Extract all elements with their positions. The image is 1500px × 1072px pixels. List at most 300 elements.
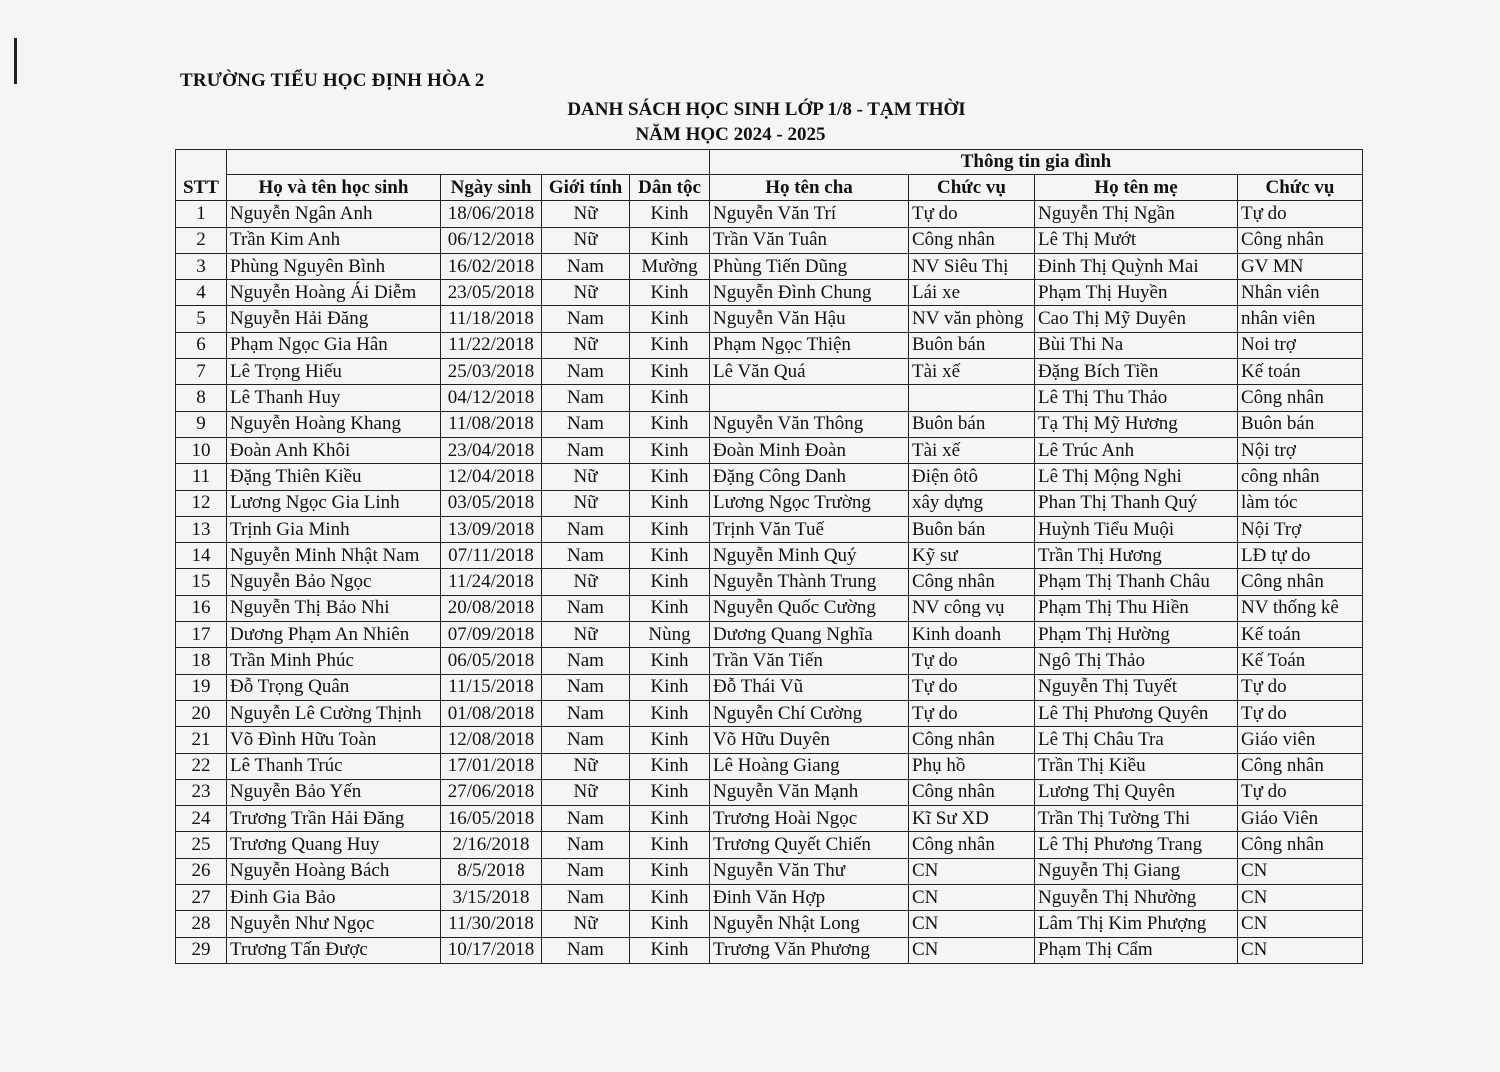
table-row — [176, 306, 1363, 332]
cell-gender: Nam — [542, 359, 630, 385]
cell-mother-job: LĐ tự do — [1238, 543, 1363, 569]
cell-mother-name: Phạm Thị Thu Hiền — [1035, 595, 1238, 621]
cell-dob: 03/05/2018 — [441, 490, 542, 516]
cell-father-name: Nguyễn Minh Quý — [710, 543, 909, 569]
cell-ethnicity: Kinh — [630, 411, 710, 437]
cell-mother-job: Công nhân — [1238, 385, 1363, 411]
cell-mother-name: Nguyễn Thị Giang — [1035, 858, 1238, 884]
cell-mother-name: Trần Thị Kiều — [1035, 753, 1238, 779]
cell-ethnicity: Kinh — [630, 674, 710, 700]
cell-father-job: NV văn phòng — [909, 306, 1035, 332]
cell-father-job — [909, 385, 1035, 411]
table-row — [176, 648, 1363, 674]
cell-mother-job: Kế toán — [1238, 622, 1363, 648]
cell-stt: 29 — [176, 937, 227, 963]
cell-gender: Nam — [542, 595, 630, 621]
cell-stt: 11 — [176, 464, 227, 490]
cell-stt: 9 — [176, 411, 227, 437]
cell-dob: 07/11/2018 — [441, 543, 542, 569]
cell-student-name: Trịnh Gia Minh — [227, 516, 441, 542]
cell-mother-job: Kế toán — [1238, 359, 1363, 385]
cell-ethnicity: Kinh — [630, 359, 710, 385]
cell-student-name: Nguyễn Bảo Ngọc — [227, 569, 441, 595]
col-header-dob: Ngày sinh — [441, 175, 542, 201]
cell-dob: 12/04/2018 — [441, 464, 542, 490]
cell-mother-name: Ngô Thị Thảo — [1035, 648, 1238, 674]
cell-ethnicity: Kinh — [630, 806, 710, 832]
cell-gender: Nam — [542, 648, 630, 674]
cell-father-job: Tự do — [909, 648, 1035, 674]
cell-dob: 16/05/2018 — [441, 806, 542, 832]
cell-mother-name: Trần Thị Hương — [1035, 543, 1238, 569]
cell-mother-job: CN — [1238, 885, 1363, 911]
table-row — [176, 253, 1363, 279]
cell-mother-name: Đặng Bích Tiền — [1035, 359, 1238, 385]
cell-dob: 06/12/2018 — [441, 227, 542, 253]
cell-dob: 2/16/2018 — [441, 832, 542, 858]
cell-ethnicity: Kinh — [630, 332, 710, 358]
cell-student-name: Trương Trần Hải Đăng — [227, 806, 441, 832]
cell-father-job: Buôn bán — [909, 516, 1035, 542]
cell-father-job: CN — [909, 937, 1035, 963]
cell-student-name: Nguyễn Hoàng Ái Diễm — [227, 280, 441, 306]
scan-edge-mark — [14, 38, 17, 84]
table-row — [176, 753, 1363, 779]
cell-mother-name: Bùi Thi Na — [1035, 332, 1238, 358]
cell-student-name: Nguyễn Hoàng Khang — [227, 411, 441, 437]
cell-mother-job: công nhân — [1238, 464, 1363, 490]
cell-father-job: Tài xế — [909, 359, 1035, 385]
cell-stt: 17 — [176, 622, 227, 648]
cell-ethnicity: Kinh — [630, 911, 710, 937]
cell-dob: 23/04/2018 — [441, 437, 542, 463]
cell-stt: 1 — [176, 201, 227, 227]
header-blank-cell — [227, 150, 710, 175]
cell-father-name: Lê Văn Quá — [710, 359, 909, 385]
cell-mother-job: Giáo viên — [1238, 727, 1363, 753]
cell-ethnicity: Kinh — [630, 727, 710, 753]
cell-ethnicity: Kinh — [630, 227, 710, 253]
cell-dob: 11/24/2018 — [441, 569, 542, 595]
table-row — [176, 779, 1363, 805]
cell-father-name: Nguyễn Thành Trung — [710, 569, 909, 595]
cell-father-job: Công nhân — [909, 227, 1035, 253]
table-row — [176, 595, 1363, 621]
cell-gender: Nữ — [542, 569, 630, 595]
cell-father-job: CN — [909, 885, 1035, 911]
cell-student-name: Nguyễn Bảo Yến — [227, 779, 441, 805]
cell-dob: 17/01/2018 — [441, 753, 542, 779]
cell-mother-job: Công nhân — [1238, 227, 1363, 253]
cell-gender: Nữ — [542, 779, 630, 805]
cell-gender: Nữ — [542, 490, 630, 516]
cell-ethnicity: Kinh — [630, 543, 710, 569]
cell-stt: 26 — [176, 858, 227, 884]
cell-ethnicity: Nùng — [630, 622, 710, 648]
table-row — [176, 858, 1363, 884]
cell-father-name: Lê Hoàng Giang — [710, 753, 909, 779]
cell-dob: 04/12/2018 — [441, 385, 542, 411]
cell-ethnicity: Kinh — [630, 490, 710, 516]
cell-dob: 01/08/2018 — [441, 700, 542, 726]
cell-mother-job: Nội trợ — [1238, 437, 1363, 463]
cell-gender: Nam — [542, 306, 630, 332]
cell-dob: 11/15/2018 — [441, 674, 542, 700]
cell-father-name: Nguyễn Văn Trí — [710, 201, 909, 227]
cell-mother-name: Nguyễn Thị Ngần — [1035, 201, 1238, 227]
cell-mother-name: Lê Thị Mướt — [1035, 227, 1238, 253]
cell-gender: Nữ — [542, 227, 630, 253]
cell-dob: 10/17/2018 — [441, 937, 542, 963]
cell-mother-name: Phạm Thị Thanh Châu — [1035, 569, 1238, 595]
cell-ethnicity: Kinh — [630, 516, 710, 542]
cell-father-name: Nguyễn Văn Thông — [710, 411, 909, 437]
cell-dob: 11/18/2018 — [441, 306, 542, 332]
cell-stt: 23 — [176, 779, 227, 805]
cell-stt: 28 — [176, 911, 227, 937]
cell-stt: 4 — [176, 280, 227, 306]
col-header-stt: STT — [176, 150, 227, 201]
cell-mother-job: Tự do — [1238, 779, 1363, 805]
cell-mother-job: Công nhân — [1238, 569, 1363, 595]
cell-stt: 25 — [176, 832, 227, 858]
cell-father-name: Nguyễn Văn Hậu — [710, 306, 909, 332]
cell-father-name: Trương Hoài Ngọc — [710, 806, 909, 832]
cell-gender: Nữ — [542, 753, 630, 779]
cell-gender: Nữ — [542, 280, 630, 306]
cell-father-name: Trương Quyết Chiến — [710, 832, 909, 858]
cell-dob: 11/30/2018 — [441, 911, 542, 937]
table-row — [176, 332, 1363, 358]
cell-father-job: Lái xe — [909, 280, 1035, 306]
table-row — [176, 385, 1363, 411]
cell-father-job: xây dựng — [909, 490, 1035, 516]
cell-dob: 27/06/2018 — [441, 779, 542, 805]
cell-father-job: Tài xế — [909, 437, 1035, 463]
cell-father-job: Công nhân — [909, 779, 1035, 805]
cell-student-name: Nguyễn Như Ngọc — [227, 911, 441, 937]
cell-father-name: Nguyễn Đình Chung — [710, 280, 909, 306]
cell-mother-job: nhân viên — [1238, 306, 1363, 332]
cell-student-name: Đặng Thiên Kiều — [227, 464, 441, 490]
cell-dob: 13/09/2018 — [441, 516, 542, 542]
cell-student-name: Đoàn Anh Khôi — [227, 437, 441, 463]
cell-father-job: NV Siêu Thị — [909, 253, 1035, 279]
cell-student-name: Võ Đình Hữu Toàn — [227, 727, 441, 753]
cell-dob: 3/15/2018 — [441, 885, 542, 911]
cell-father-name: Trần Văn Tiến — [710, 648, 909, 674]
cell-student-name: Đinh Gia Bảo — [227, 885, 441, 911]
cell-ethnicity: Mường — [630, 253, 710, 279]
cell-ethnicity: Kinh — [630, 464, 710, 490]
cell-gender: Nam — [542, 806, 630, 832]
cell-stt: 18 — [176, 648, 227, 674]
cell-gender: Nữ — [542, 332, 630, 358]
cell-stt: 20 — [176, 700, 227, 726]
cell-mother-name: Phan Thị Thanh Quý — [1035, 490, 1238, 516]
cell-mother-job: làm tóc — [1238, 490, 1363, 516]
cell-gender: Nam — [542, 674, 630, 700]
cell-father-name: Đặng Công Danh — [710, 464, 909, 490]
cell-mother-name: Tạ Thị Mỹ Hương — [1035, 411, 1238, 437]
table-row — [176, 516, 1363, 542]
cell-mother-name: Phạm Thị Huyền — [1035, 280, 1238, 306]
cell-mother-name: Huỳnh Tiểu Muội — [1035, 516, 1238, 542]
cell-dob: 11/08/2018 — [441, 411, 542, 437]
cell-ethnicity: Kinh — [630, 885, 710, 911]
header-row-top — [176, 150, 1363, 175]
cell-father-name: Nguyễn Quốc Cường — [710, 595, 909, 621]
cell-dob: 06/05/2018 — [441, 648, 542, 674]
col-header-father-job: Chức vụ — [909, 175, 1035, 201]
school-year: NĂM HỌC 2024 - 2025 — [635, 124, 826, 145]
cell-mother-job: Công nhân — [1238, 832, 1363, 858]
cell-mother-name: Phạm Thị Hường — [1035, 622, 1238, 648]
table-row — [176, 569, 1363, 595]
cell-mother-job: CN — [1238, 858, 1363, 884]
table-row — [176, 885, 1363, 911]
cell-father-job: Buôn bán — [909, 332, 1035, 358]
cell-gender: Nam — [542, 937, 630, 963]
cell-student-name: Trần Kim Anh — [227, 227, 441, 253]
col-header-ethnicity: Dân tộc — [630, 175, 710, 201]
cell-mother-job: Nội Trợ — [1238, 516, 1363, 542]
cell-mother-name: Phạm Thị Cẩm — [1035, 937, 1238, 963]
cell-stt: 19 — [176, 674, 227, 700]
cell-father-name: Trương Văn Phương — [710, 937, 909, 963]
table-row — [176, 806, 1363, 832]
cell-mother-job: GV MN — [1238, 253, 1363, 279]
cell-gender: Nam — [542, 885, 630, 911]
cell-dob: 20/08/2018 — [441, 595, 542, 621]
cell-ethnicity: Kinh — [630, 753, 710, 779]
table-row — [176, 359, 1363, 385]
cell-ethnicity: Kinh — [630, 201, 710, 227]
header-row-bottom — [176, 175, 1363, 201]
cell-mother-job: Buôn bán — [1238, 411, 1363, 437]
cell-stt: 8 — [176, 385, 227, 411]
cell-mother-job: Kế Toán — [1238, 648, 1363, 674]
cell-gender: Nam — [542, 385, 630, 411]
cell-ethnicity: Kinh — [630, 779, 710, 805]
cell-ethnicity: Kinh — [630, 306, 710, 332]
cell-ethnicity: Kinh — [630, 280, 710, 306]
cell-student-name: Lê Trọng Hiếu — [227, 359, 441, 385]
table-row — [176, 543, 1363, 569]
cell-gender: Nữ — [542, 201, 630, 227]
cell-gender: Nam — [542, 700, 630, 726]
cell-mother-name: Lê Thị Châu Tra — [1035, 727, 1238, 753]
cell-ethnicity: Kinh — [630, 569, 710, 595]
cell-stt: 16 — [176, 595, 227, 621]
school-name: TRƯỜNG TIỂU HỌC ĐỊNH HÒA 2 — [180, 70, 485, 91]
cell-mother-job: CN — [1238, 911, 1363, 937]
cell-gender: Nam — [542, 516, 630, 542]
document-title: DANH SÁCH HỌC SINH LỚP 1/8 - TẠM THỜI — [567, 99, 966, 120]
cell-dob: 11/22/2018 — [441, 332, 542, 358]
cell-student-name: Trần Minh Phúc — [227, 648, 441, 674]
cell-dob: 07/09/2018 — [441, 622, 542, 648]
table-row — [176, 832, 1363, 858]
table-row — [176, 227, 1363, 253]
cell-gender: Nam — [542, 543, 630, 569]
col-header-family-info: Thông tin gia đình — [710, 150, 1363, 175]
cell-ethnicity: Kinh — [630, 832, 710, 858]
cell-mother-name: Lâm Thị Kim Phượng — [1035, 911, 1238, 937]
cell-stt: 24 — [176, 806, 227, 832]
cell-mother-name: Lê Thị Phương Quyên — [1035, 700, 1238, 726]
student-roster-table — [175, 149, 1363, 964]
cell-mother-job: Noi trợ — [1238, 332, 1363, 358]
cell-father-job: Công nhân — [909, 569, 1035, 595]
cell-mother-job: Giáo Viên — [1238, 806, 1363, 832]
cell-mother-job: Tự do — [1238, 201, 1363, 227]
table-row — [176, 622, 1363, 648]
cell-student-name: Trương Tấn Được — [227, 937, 441, 963]
cell-mother-name: Nguyễn Thị Tuyết — [1035, 674, 1238, 700]
cell-student-name: Lê Thanh Huy — [227, 385, 441, 411]
cell-ethnicity: Kinh — [630, 937, 710, 963]
cell-ethnicity: Kinh — [630, 858, 710, 884]
cell-father-job: NV công vụ — [909, 595, 1035, 621]
cell-student-name: Lê Thanh Trúc — [227, 753, 441, 779]
cell-father-job: CN — [909, 911, 1035, 937]
cell-student-name: Phạm Ngọc Gia Hân — [227, 332, 441, 358]
cell-father-job: Công nhân — [909, 727, 1035, 753]
cell-gender: Nam — [542, 411, 630, 437]
cell-mother-name: Cao Thị Mỹ Duyên — [1035, 306, 1238, 332]
cell-stt: 13 — [176, 516, 227, 542]
table-row — [176, 700, 1363, 726]
cell-stt: 27 — [176, 885, 227, 911]
cell-ethnicity: Kinh — [630, 700, 710, 726]
table-row — [176, 201, 1363, 227]
cell-father-name: Phạm Ngọc Thiện — [710, 332, 909, 358]
cell-stt: 5 — [176, 306, 227, 332]
cell-father-name: Đoàn Minh Đoàn — [710, 437, 909, 463]
cell-dob: 23/05/2018 — [441, 280, 542, 306]
cell-stt: 3 — [176, 253, 227, 279]
cell-father-name: Trịnh Văn Tuế — [710, 516, 909, 542]
cell-father-name: Dương Quang Nghĩa — [710, 622, 909, 648]
cell-mother-job: Nhân viên — [1238, 280, 1363, 306]
cell-father-job: Điện ôtô — [909, 464, 1035, 490]
cell-mother-job: Công nhân — [1238, 753, 1363, 779]
cell-father-name: Nguyễn Văn Mạnh — [710, 779, 909, 805]
cell-father-job: Tự do — [909, 674, 1035, 700]
cell-father-job: Phụ hồ — [909, 753, 1035, 779]
cell-student-name: Nguyễn Thị Bảo Nhi — [227, 595, 441, 621]
col-header-father-name: Họ tên cha — [710, 175, 909, 201]
cell-stt: 7 — [176, 359, 227, 385]
cell-stt: 6 — [176, 332, 227, 358]
cell-stt: 2 — [176, 227, 227, 253]
cell-stt: 12 — [176, 490, 227, 516]
cell-student-name: Nguyễn Hải Đăng — [227, 306, 441, 332]
cell-father-job: Buôn bán — [909, 411, 1035, 437]
cell-father-job: Kĩ Sư XD — [909, 806, 1035, 832]
cell-father-name: Nguyễn Văn Thư — [710, 858, 909, 884]
table-row — [176, 674, 1363, 700]
col-header-student-name: Họ và tên học sinh — [227, 175, 441, 201]
cell-mother-job: NV thống kê — [1238, 595, 1363, 621]
cell-student-name: Đỗ Trọng Quân — [227, 674, 441, 700]
cell-father-job: Tự do — [909, 700, 1035, 726]
cell-mother-name: Lê Thị Thu Thảo — [1035, 385, 1238, 411]
cell-dob: 25/03/2018 — [441, 359, 542, 385]
cell-gender: Nữ — [542, 622, 630, 648]
cell-father-job: Kỹ sư — [909, 543, 1035, 569]
cell-ethnicity: Kinh — [630, 385, 710, 411]
cell-stt: 22 — [176, 753, 227, 779]
cell-stt: 14 — [176, 543, 227, 569]
cell-dob: 8/5/2018 — [441, 858, 542, 884]
cell-mother-name: Lê Thị Phương Trang — [1035, 832, 1238, 858]
cell-mother-job: CN — [1238, 937, 1363, 963]
cell-father-name: Đỗ Thái Vũ — [710, 674, 909, 700]
cell-gender: Nam — [542, 253, 630, 279]
cell-father-name: Phùng Tiến Dũng — [710, 253, 909, 279]
cell-ethnicity: Kinh — [630, 648, 710, 674]
cell-student-name: Trương Quang Huy — [227, 832, 441, 858]
cell-student-name: Dương Phạm An Nhiên — [227, 622, 441, 648]
cell-student-name: Nguyễn Lê Cường Thịnh — [227, 700, 441, 726]
col-header-mother-job: Chức vụ — [1238, 175, 1363, 201]
cell-mother-job: Tự do — [1238, 674, 1363, 700]
cell-student-name: Nguyễn Hoàng Bách — [227, 858, 441, 884]
cell-father-name: Võ Hữu Duyên — [710, 727, 909, 753]
cell-gender: Nam — [542, 437, 630, 463]
table-row — [176, 937, 1363, 963]
cell-gender: Nam — [542, 858, 630, 884]
table-row — [176, 411, 1363, 437]
cell-mother-name: Nguyễn Thị Nhường — [1035, 885, 1238, 911]
cell-father-job: Công nhân — [909, 832, 1035, 858]
cell-dob: 18/06/2018 — [441, 201, 542, 227]
cell-father-name: Đinh Văn Hợp — [710, 885, 909, 911]
col-header-mother-name: Họ tên mẹ — [1035, 175, 1238, 201]
cell-father-name: Nguyễn Nhật Long — [710, 911, 909, 937]
cell-ethnicity: Kinh — [630, 437, 710, 463]
cell-stt: 21 — [176, 727, 227, 753]
cell-mother-name: Lê Trúc Anh — [1035, 437, 1238, 463]
cell-gender: Nữ — [542, 464, 630, 490]
cell-father-name: Lương Ngọc Trường — [710, 490, 909, 516]
cell-ethnicity: Kinh — [630, 595, 710, 621]
cell-father-name — [710, 385, 909, 411]
cell-dob: 16/02/2018 — [441, 253, 542, 279]
table-row — [176, 464, 1363, 490]
col-header-gender: Giới tính — [542, 175, 630, 201]
cell-gender: Nam — [542, 832, 630, 858]
table-row — [176, 437, 1363, 463]
cell-gender: Nữ — [542, 911, 630, 937]
table-row — [176, 727, 1363, 753]
cell-student-name: Lương Ngọc Gia Linh — [227, 490, 441, 516]
table-row — [176, 490, 1363, 516]
cell-father-name: Nguyễn Chí Cường — [710, 700, 909, 726]
cell-student-name: Nguyễn Ngân Anh — [227, 201, 441, 227]
cell-gender: Nam — [542, 727, 630, 753]
cell-mother-name: Đinh Thị Quỳnh Mai — [1035, 253, 1238, 279]
cell-mother-name: Lương Thị Quyên — [1035, 779, 1238, 805]
cell-stt: 10 — [176, 437, 227, 463]
table-row — [176, 911, 1363, 937]
cell-mother-name: Lê Thị Mộng Nghi — [1035, 464, 1238, 490]
cell-dob: 12/08/2018 — [441, 727, 542, 753]
roster-body — [176, 201, 1363, 964]
cell-student-name: Nguyễn Minh Nhật Nam — [227, 543, 441, 569]
